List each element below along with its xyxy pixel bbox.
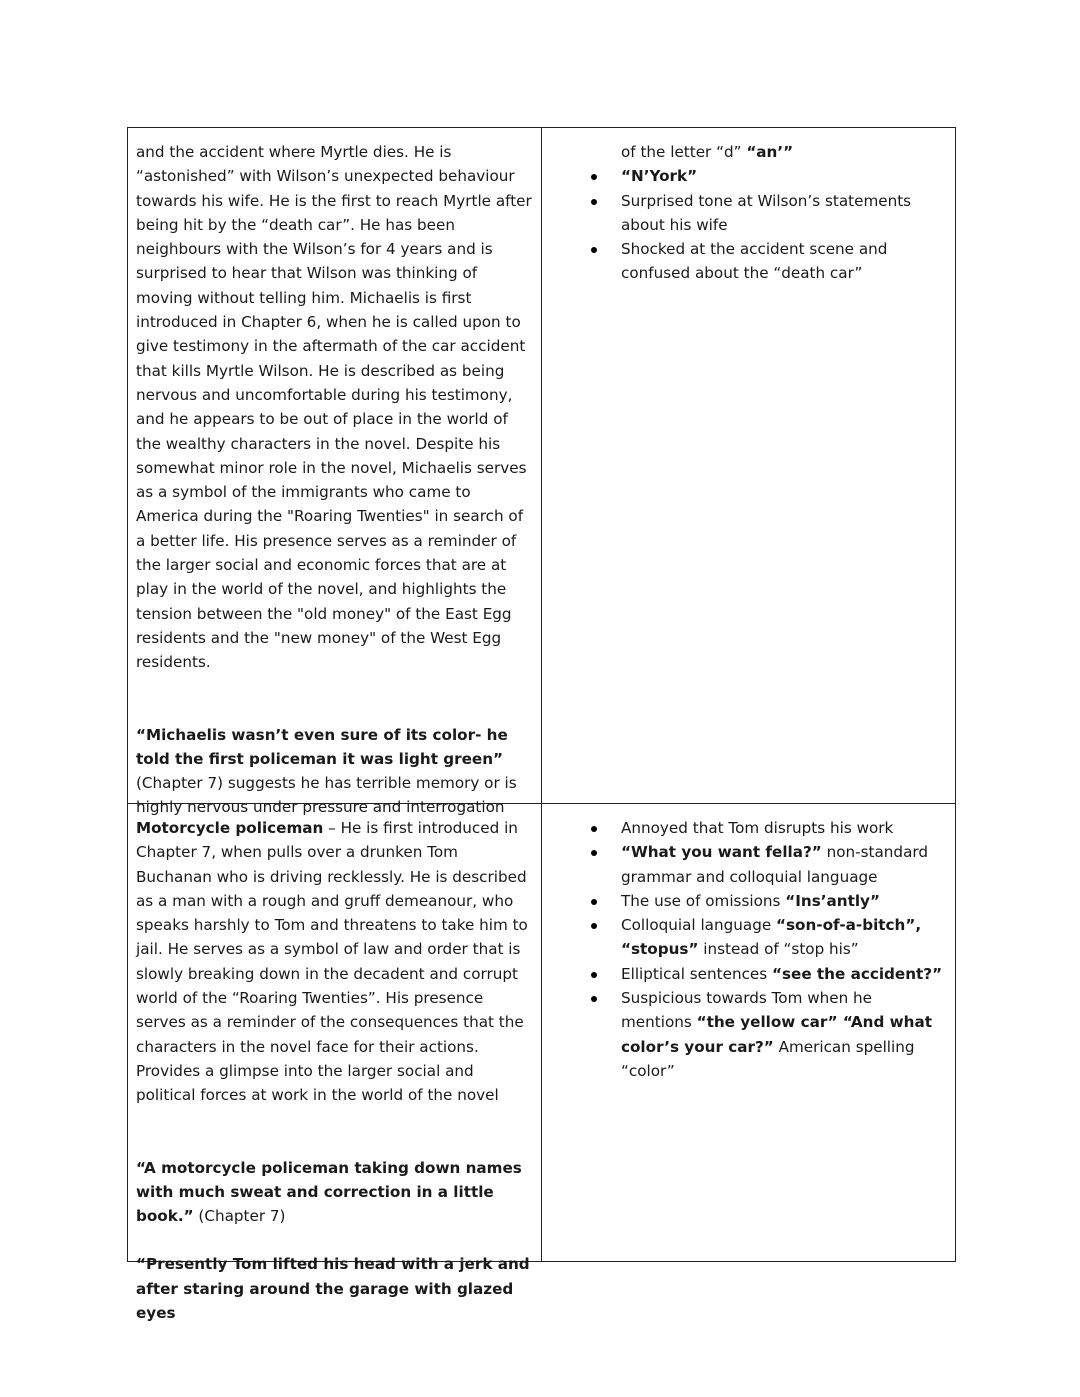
list-item: Shocked at the accident scene and confused about the “death car” bbox=[586, 237, 947, 286]
description-cell bbox=[128, 128, 542, 817]
bullet-icon bbox=[591, 174, 597, 180]
list-item: “N’York” bbox=[586, 164, 947, 188]
list-item: “What you want fella?” non-standard grammar and colloquial language bbox=[586, 840, 947, 889]
list-item: Colloquial language “son-of-a-bitch”, “stopus” instead of “stop his” bbox=[586, 913, 947, 962]
table-row-michaelis bbox=[128, 128, 956, 804]
michaelis-quote: “Michaelis wasn’t even sure of its color- he told the first policeman it was light green” (Chapter 7) suggests he has terrible memory or is highly nervous under pressure and interrogation bbox=[136, 725, 517, 817]
bullet-icon bbox=[591, 996, 597, 1002]
table-row-motorcycle-policeman bbox=[128, 804, 956, 1262]
list-item: Suspicious towards Tom when he mentions “the yellow car” “And what color’s your car?” American spelling “color” bbox=[586, 986, 947, 1083]
list-item: The use of omissions “Ins’antly” bbox=[586, 889, 947, 913]
description-cell bbox=[128, 804, 542, 1323]
bullet-icon bbox=[591, 199, 597, 205]
language-notes-list bbox=[550, 816, 947, 1083]
list-item: Elliptical sentences “see the accident?” bbox=[586, 962, 947, 986]
bullet-icon bbox=[591, 899, 597, 905]
bullet-icon bbox=[591, 850, 597, 856]
policeman-quote-1: “A motorcycle policeman taking down names with much sweat and correction in a little book.” (Chapter 7) bbox=[136, 1158, 522, 1226]
language-notes-cell bbox=[542, 128, 956, 804]
bullet-icon bbox=[591, 972, 597, 978]
language-notes-list bbox=[550, 140, 947, 286]
character-analysis-table bbox=[127, 127, 956, 1323]
list-item: Surprised tone at Wilson’s statements about his wife bbox=[586, 189, 947, 238]
bullet-icon bbox=[591, 923, 597, 929]
bullet-icon bbox=[591, 247, 597, 253]
michaelis-description: and the accident where Myrtle dies. He is “astonished” with Wilson’s unexpected behaviour towards his wife. He is the first to reach Myrtle after being hit by the “death car”. He has been neighbours with the Wilson’s for 4 years and is surprised to hear that Wilson was thinking of moving without telling him. Michaelis is first introduced in Chapter 6, when he is called upon to give testimony in the aftermath of the car accident that kills Myrtle Wilson. He is described as being nervous and uncomfortable during his testimony, and he appears to be out of place in the world of the wealthy characters in the novel. Despite his somewhat minor role in the novel, Michaelis serves as a symbol of the immigrants who came to America during the "Roaring Twenties" in search of a better life. His presence serves as a reminder of the larger social and economic forces that are at play in the world of the novel, and highlights the tension between the "old money" of the East Egg residents and the "new money" of the West Egg residents. bbox=[136, 143, 532, 672]
list-item: of the letter “d” “an’” bbox=[621, 143, 794, 161]
list-item: Annoyed that Tom disrupts his work bbox=[586, 816, 947, 840]
language-notes-cell bbox=[542, 804, 956, 1262]
policeman-quote-2: “Presently Tom lifted his head with a jerk and after staring around the garage with glazed eyes bbox=[136, 1255, 530, 1323]
bullet-icon bbox=[591, 826, 597, 832]
policeman-description: Motorcycle policeman – He is first introduced in Chapter 7, when pulls over a drunken Tom Buchanan who is driving recklessly. He is described as a man with a rough and gruff demeanour, who speaks harshly to Tom and threatens to take him to jail. He serves as a symbol of law and order that is slowly breaking down in the decadent and corrupt world of the “Roaring Twenties”. His presence serves as a reminder of the consequences that the characters in the novel face for their actions. Provides a glimpse into the larger social and political forces at work in the world of the novel bbox=[136, 819, 528, 1105]
